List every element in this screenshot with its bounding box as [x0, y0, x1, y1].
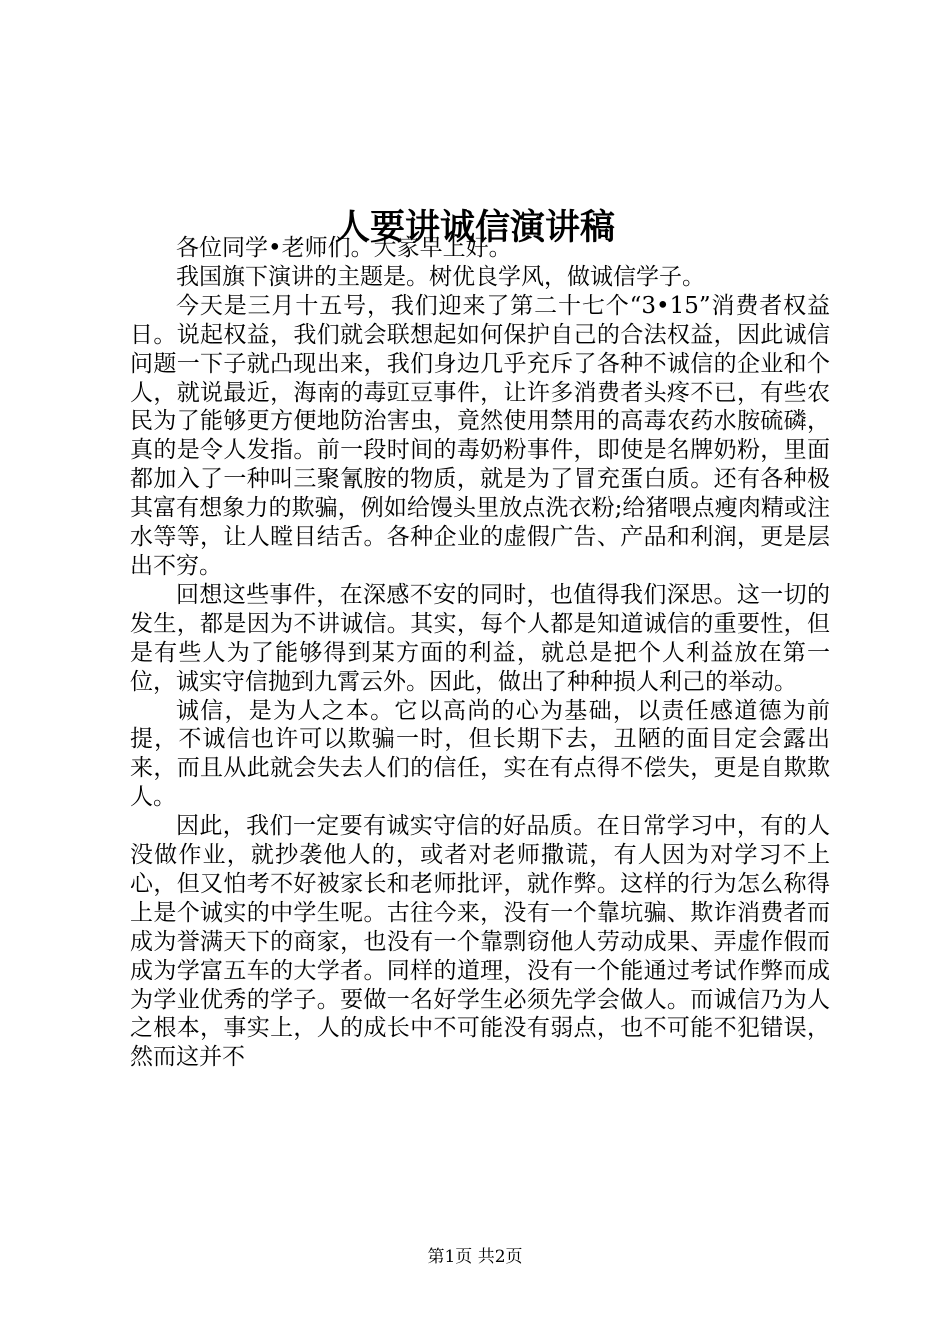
paragraph-topic: 我国旗下演讲的主题是。树优良学风，做诚信学子。 [176, 263, 705, 290]
document-title: 人要讲诚信演讲稿 [334, 207, 615, 249]
paragraph-greeting: 各位同学•老师们。大家早上好。 [176, 235, 512, 261]
page-number-footer: 第1页 共2页 [427, 1247, 523, 1267]
paragraph-reflection: 回想这些事件，在深感不安的同时，也值得我们深思。这一切的发生，都是因为不讲诚信。其实，每个人都是知道诚信的重要性，但是有些人为了能够得到某方面的利益，就总是把个人利益放在第一位，诚实守信抛到九霄云外。因此，做出了种种损人利己的举动。 [130, 581, 830, 695]
document-body [130, 234, 830, 1194]
paragraph-student-integrity: 因此，我们一定要有诚实守信的好品质。在日常学习中，有的人没做作业，就抄袭他人的，或者对老师撒谎，有人因为对学习不上心，但又怕考不好被家长和老师批评，就作弊。这样的行为怎么称得上是个诚实的中学生呢。古往今来，没有一个靠坑骗、欺诈消费者而成为誉满天下的商家，也没有一个靠剽窃他人劳动成果、弄虚作假而成为学富五车的大学者。同样的道理，没有一个能通过考试作弊而成为学业优秀的学子。要做一名好学生必须先学会做人。而诚信乃为人之根本，事实上，人的成长中不可能没有弱点，也不可能不犯错误，然而这并不 [130, 813, 830, 1071]
paragraph-integrity-foundation: 诚信，是为人之本。它以高尚的心为基础，以责任感道德为前提，不诚信也许可以欺骗一时，但长期下去，丑陋的面目定会露出来，而且从此就会失去人们的信任，实在有点得不偿失，更是自欺欺人。 [130, 697, 830, 811]
paragraph-consumer-rights: 今天是三月十五号，我们迎来了第二十七个“3•15”消费者权益日。说起权益，我们就会联想起如何保护自己的合法权益，因此诚信问题一下子就凸现出来，我们身边几乎充斥了各种不诚信的企业和个人，就说最近，海南的毒豇豆事件，让许多消费者头疼不已，有些农民为了能够更方便地防治害虫，竟然使用禁用的高毒农药水胺硫磷，真的是令人发指。前一段时间的毒奶粉事件，即使是名牌奶粉，里面都加入了一种叫三聚氰胺的物质，就是为了冒充蛋白质。还有各种极其富有想象力的欺骗，例如给馒头里放点洗衣粉;给猪喂点瘦肉精或注水等等，让人瞠目结舌。各种企业的虚假广告、产品和利润，更是层出不穷。 [130, 292, 830, 579]
